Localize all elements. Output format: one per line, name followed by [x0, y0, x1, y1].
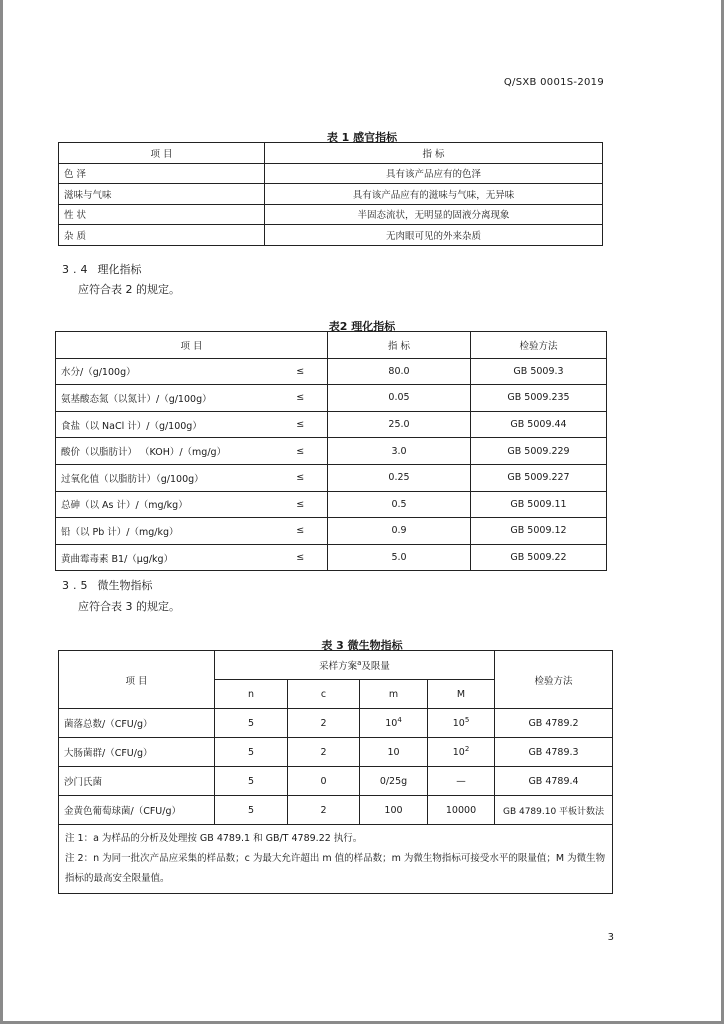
cell-operator: ≤: [274, 544, 328, 571]
cell-item: 色 泽: [59, 163, 265, 184]
doc-code: Q/SXB 0001S-2019: [503, 77, 604, 88]
header-plan-suffix: 及限量: [361, 661, 390, 672]
cell-item: 过氧化值（以脂肪计）（g/100g）: [56, 464, 274, 491]
cell-item: 大肠菌群/（CFU/g）: [59, 738, 215, 767]
cell-n: 5: [215, 738, 288, 767]
cell-item: 性 状: [59, 204, 265, 225]
cell-item: 黄曲霉毒素 B1/（μg/kg）: [56, 544, 274, 571]
cell-c: 2: [288, 796, 360, 825]
header-plan-text: 采样方案: [319, 661, 358, 672]
table-row: [56, 385, 607, 412]
table3-notes: [59, 825, 613, 894]
table-row: [59, 767, 613, 796]
cell-item: 总砷（以 As 计）/（mg/kg）: [56, 491, 274, 518]
cell-method: GB 5009.12: [471, 518, 607, 545]
cell-item: 食盐（以 NaCl 计）/（g/100g）: [56, 411, 274, 438]
cell-c: 0: [288, 767, 360, 796]
header-sampling-plan: [215, 651, 495, 680]
cell-method: GB 5009.227: [471, 464, 607, 491]
subheader-m: m: [360, 680, 428, 709]
cell-m: 100: [360, 796, 428, 825]
cell-value: 0.25: [328, 464, 471, 491]
cell-item: 铅（以 Pb 计）/（mg/kg）: [56, 518, 274, 545]
cell-value: 5.0: [328, 544, 471, 571]
cell-item: 酸价（以脂肪计） （KOH）/（mg/g）: [56, 438, 274, 465]
cell-method: GB 5009.3: [471, 358, 607, 385]
cell-c: 2: [288, 738, 360, 767]
section-3-5-text: 应符合表 3 的规定。: [78, 600, 180, 613]
subheader-n: n: [215, 680, 288, 709]
section-3-4-heading: [62, 261, 142, 277]
section-number: 3.4: [62, 263, 92, 276]
table-row: [56, 544, 607, 571]
header-cell: 项 目: [56, 332, 328, 359]
cell-value: 0.05: [328, 385, 471, 412]
cell-operator: ≤: [274, 464, 328, 491]
cell-method: GB 5009.229: [471, 438, 607, 465]
subheader-c: c: [288, 680, 360, 709]
cell-item: 沙门氏菌: [59, 767, 215, 796]
cell-value: 具有该产品应有的色泽: [265, 163, 603, 184]
cell-item: 杂 质: [59, 225, 265, 246]
cell-m: $10^4$: [360, 709, 428, 738]
cell-m: 0/25g: [360, 767, 428, 796]
header-cell: 项 目: [59, 143, 265, 164]
cell-value: 25.0: [328, 411, 471, 438]
table-row: [59, 204, 603, 225]
table-row: [56, 518, 607, 545]
cell-value: 半固态流状，无明显的固液分离现象: [265, 204, 603, 225]
table-header-row: [59, 143, 603, 164]
table-row: [59, 796, 613, 825]
cell-method: GB 5009.22: [471, 544, 607, 571]
cell-M: 10000: [428, 796, 495, 825]
table3: [58, 650, 613, 894]
cell-method: GB 4789.3: [495, 738, 613, 767]
table-header-row: [56, 332, 607, 359]
table-notes-row: [59, 825, 613, 894]
cell-n: 5: [215, 767, 288, 796]
table-row: [56, 438, 607, 465]
cell-n: 5: [215, 709, 288, 738]
section-title: 微生物指标: [97, 579, 153, 592]
section-title: 理化指标: [97, 263, 142, 276]
note-2: 注 2：n 为同一批次产品应采集的样品数；c 为最大允许超出 m 值的样品数；m 为微生物指标可接受水平的限量值；M 为微生物指标的最高安全限量值。: [65, 853, 606, 884]
cell-M: $10^5$: [428, 709, 495, 738]
header-cell: 指 标: [265, 143, 603, 164]
scan-edge-left: [0, 0, 3, 1024]
header-item: 项 目: [59, 651, 215, 709]
cell-method: GB 5009.11: [471, 491, 607, 518]
table-row: [56, 358, 607, 385]
header-cell: 检验方法: [471, 332, 607, 359]
cell-operator: ≤: [274, 491, 328, 518]
cell-method: GB 5009.235: [471, 385, 607, 412]
cell-method: GB 4789.10 平板计数法: [495, 796, 613, 825]
cell-item: 氨基酸态氮（以氮计）/（g/100g）: [56, 385, 274, 412]
table-row: [59, 738, 613, 767]
cell-operator: ≤: [274, 438, 328, 465]
table2-caption: 表2 理化指标: [328, 320, 396, 333]
cell-item: 金黄色葡萄球菌/（CFU/g）: [59, 796, 215, 825]
table3-caption: 表 3 微生物指标: [321, 639, 403, 652]
cell-method: GB 5009.44: [471, 411, 607, 438]
table-header-row: [59, 651, 613, 680]
table-row: [59, 163, 603, 184]
table-row: [59, 709, 613, 738]
cell-item: 水分/（g/100g）: [56, 358, 274, 385]
table-row: [59, 225, 603, 246]
header-cell: 指 标: [328, 332, 471, 359]
cell-operator: ≤: [274, 358, 328, 385]
cell-c: 2: [288, 709, 360, 738]
cell-n: 5: [215, 796, 288, 825]
cell-method: GB 4789.2: [495, 709, 613, 738]
cell-item: 滋味与气味: [59, 184, 265, 205]
table1: [58, 142, 603, 246]
cell-method: GB 4789.4: [495, 767, 613, 796]
cell-item: 菌落总数/（CFU/g）: [59, 709, 215, 738]
note-1: 注 1：a 为样品的分析及处理按 GB 4789.1 和 GB/T 4789.22 执行。: [65, 833, 363, 844]
cell-m: 10: [360, 738, 428, 767]
cell-value: 0.5: [328, 491, 471, 518]
cell-value: 0.9: [328, 518, 471, 545]
table-row: [56, 411, 607, 438]
cell-value: 3.0: [328, 438, 471, 465]
table1-caption: 表 1 感官指标: [326, 131, 398, 144]
cell-value: 无肉眼可见的外来杂质: [265, 225, 603, 246]
cell-value: 80.0: [328, 358, 471, 385]
cell-M: $10^2$: [428, 738, 495, 767]
header-method: 检验方法: [495, 651, 613, 709]
table-row: [56, 491, 607, 518]
section-3-4-text: 应符合表 2 的规定。: [78, 283, 180, 296]
table-row: [59, 184, 603, 205]
table2: [55, 331, 607, 571]
section-number: 3.5: [62, 579, 92, 592]
section-3-5-heading: [62, 577, 153, 593]
subheader-M: M: [428, 680, 495, 709]
page-number: 3: [607, 932, 614, 943]
header-plan-footnote-mark: a: [357, 658, 362, 667]
cell-operator: ≤: [274, 411, 328, 438]
cell-operator: ≤: [274, 385, 328, 412]
cell-M: —: [428, 767, 495, 796]
table-row: [56, 464, 607, 491]
cell-operator: ≤: [274, 518, 328, 545]
cell-value: 具有该产品应有的滋味与气味，无异味: [265, 184, 603, 205]
